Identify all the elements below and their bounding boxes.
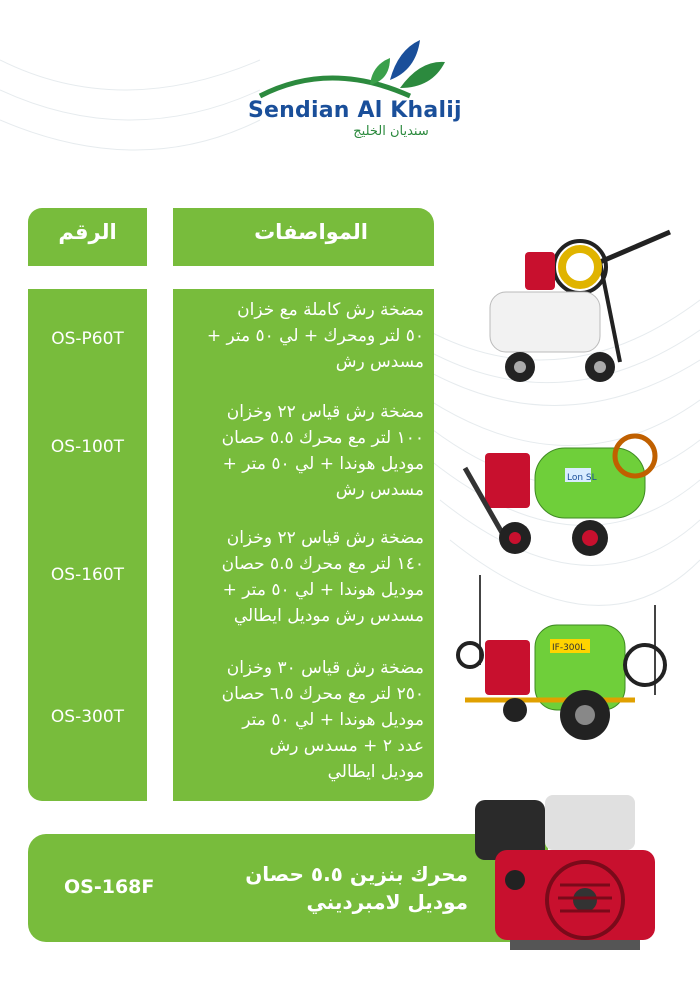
engine-code: OS-168F xyxy=(64,876,155,898)
product-spec: مضخة رش كاملة مع خزان ٥٠ لتر ومحرك + لي ٥٠ متر + مسدس رش xyxy=(206,300,424,372)
codes-column xyxy=(28,289,147,801)
product-code: OS-P60T xyxy=(51,329,124,349)
tank-label: Lon SL xyxy=(567,473,597,483)
product-code: OS-300T xyxy=(50,707,125,727)
product-spec: مضخة رش قياس ٢٢ وخزان ١٤٠ لتر مع محرك ٥.٥ حصان موديل هوندا + لي ٥٠ متر + مسدس رش موديل ايطالي xyxy=(221,528,424,626)
sprayer-trolley-60l-image xyxy=(480,222,680,387)
header-specs-cell xyxy=(173,208,434,266)
gasoline-engine-image xyxy=(470,790,665,955)
product-code: OS-160T xyxy=(50,565,125,585)
engine-spec: محرك بنزين ٥.٥ حصان موديل لامبرديني xyxy=(245,862,468,914)
sprayer-trolley-300l-image xyxy=(455,575,685,745)
header-number: الرقم xyxy=(58,220,117,244)
specs-column xyxy=(173,289,434,801)
header-specs: المواصفات xyxy=(254,220,368,244)
brand-name-ar: سنديان الخليج xyxy=(353,124,429,139)
brand-logo xyxy=(240,30,470,145)
sprayer-trolley-100l-image xyxy=(455,428,685,560)
watermark: حراج xyxy=(560,955,602,979)
product-spec: مضخة رش قياس ٢٢ وخزان ١٠٠ لتر مع محرك ٥.٥ حصان موديل هوندا + لي ٥٠ متر + مسدس رش xyxy=(221,402,424,500)
tank-label: IF-300L xyxy=(552,643,586,653)
product-spec: مضخة رش قياس ٣٠ وخزان ٢٥٠ لتر مع محرك ٦.٥ حصان موديل هوندا + لي ٥٠ متر عدد ٢ + مسدس رش موديل ايطالي xyxy=(221,658,424,782)
brand-name-en: Sendian Al Khalij xyxy=(248,98,462,123)
header-number-cell xyxy=(28,208,147,266)
product-code: OS-100T xyxy=(50,437,125,457)
